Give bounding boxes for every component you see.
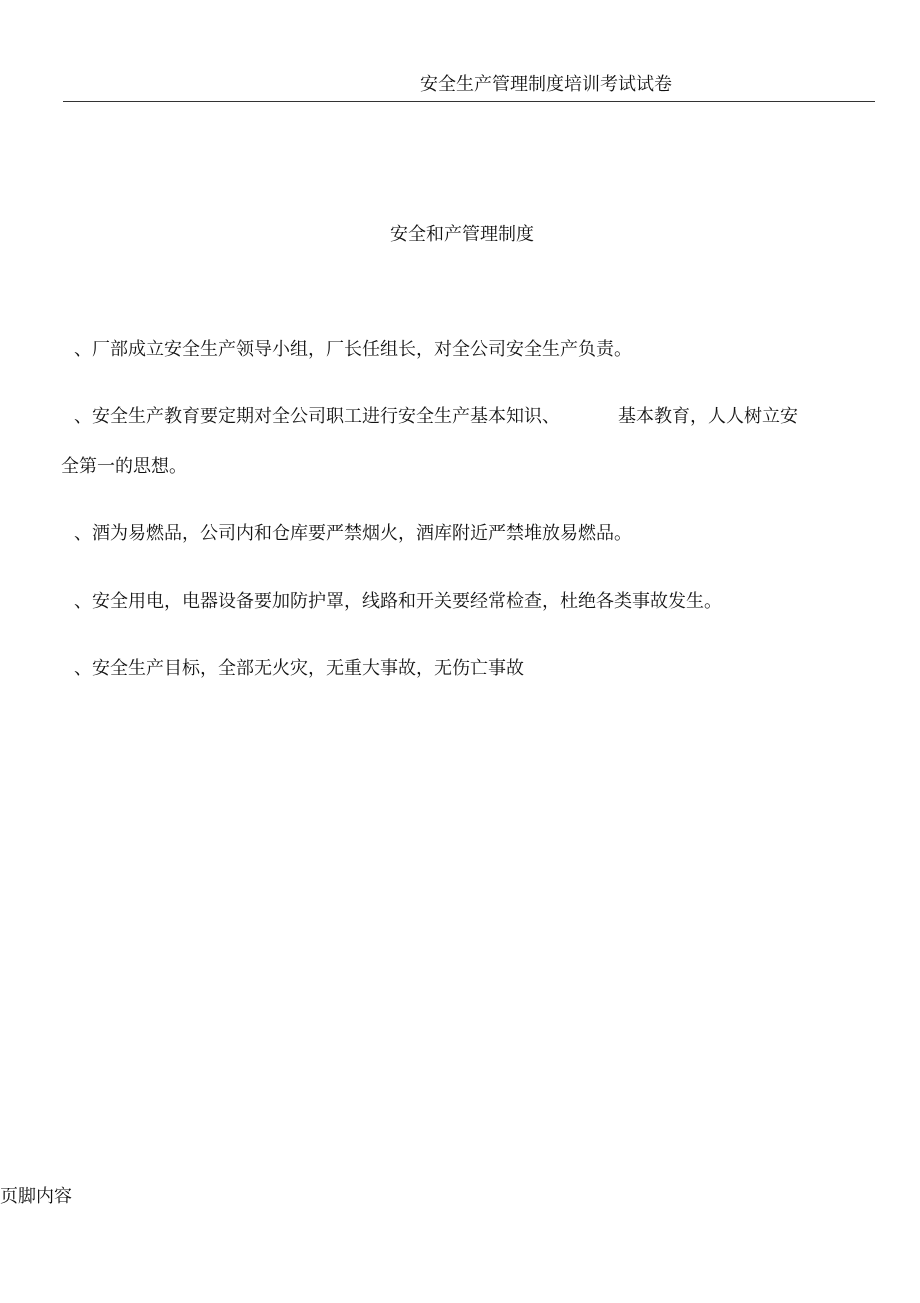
document-title: 安全和产管理制度: [390, 224, 534, 245]
regulation-item-1: 、厂部成立安全生产领导小组，厂长任组长，对全公司安全生产负责。: [74, 339, 632, 360]
page-footer: 页脚内容: [0, 1186, 72, 1207]
regulation-item-2-part-2: 基本教育，人人树立安: [618, 406, 798, 427]
regulation-item-2: [74, 405, 798, 429]
header-title: 安全生产管理制度培训考试试卷: [420, 74, 672, 95]
regulation-item-4: 、安全用电，电器设备要加防护罩，线路和开关要经常检查，杜绝各类事故发生。: [74, 591, 722, 612]
regulation-item-5: 、安全生产目标，全部无火灾，无重大事故，无伤亡事故: [74, 658, 524, 679]
regulation-item-2-part-1: 、安全生产教育要定期对全公司职工进行安全生产基本知识、: [74, 406, 560, 427]
header-divider: [63, 101, 875, 102]
regulation-item-2-continuation: 全第一的思想。: [61, 456, 187, 477]
regulation-item-3: 、酒为易燃品，公司内和仓库要严禁烟火，酒库附近严禁堆放易燃品。: [74, 523, 632, 544]
